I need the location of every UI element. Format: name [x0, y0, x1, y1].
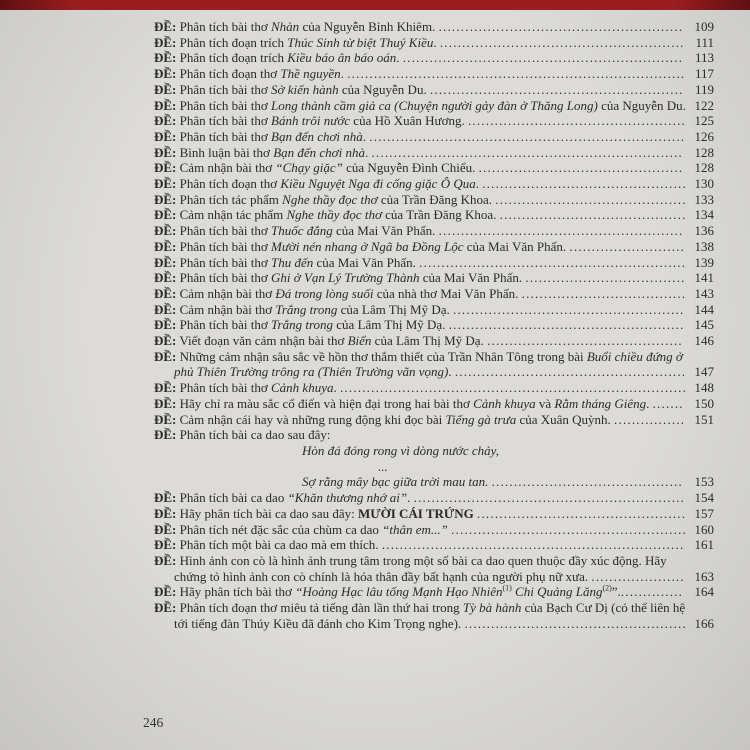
page-number: 111 — [695, 34, 714, 50]
entry-label: ĐỀ: — [154, 427, 177, 443]
page-number: 146 — [694, 333, 714, 349]
entry-text-segment: Rằm tháng Giêng — [554, 395, 647, 411]
entry-text-segment: Sở kiến hành — [271, 81, 339, 97]
toc-entry — [154, 239, 714, 255]
entry-text — [154, 553, 685, 584]
entry-text — [154, 145, 683, 160]
toc-entry — [154, 506, 714, 522]
page-number: 157 — [694, 505, 714, 521]
dot-leader: .................................................... — [454, 364, 687, 380]
toc-entry — [154, 396, 714, 412]
entry-text-segment: của Lâm Thị Mỹ Dạ. — [371, 333, 488, 349]
entry-text-segment: của Xuân Quỳnh. — [516, 411, 615, 427]
entry-text-segment: Cảm nhận bài thơ — [179, 301, 276, 317]
dot-leader: ........................................... — [495, 191, 687, 207]
entry-text-segment: Phân tích đoạn trích — [179, 50, 288, 66]
entry-text-segment: Trắng trong — [275, 301, 338, 317]
entry-text-segment: Ghi ở Vạn Lý Trường Thành — [271, 270, 420, 286]
entry-text-segment: “Hoàng Hạc lâu tống Mạnh Hạo Nhiên — [295, 584, 503, 600]
entry-text — [154, 192, 687, 207]
dot-leader: ..................................... — [521, 285, 687, 301]
page-number: 138 — [694, 238, 714, 254]
dot-leader: .............................................. — [482, 176, 687, 192]
entry-text — [302, 474, 683, 489]
dot-leader: ............................................................................ — [347, 66, 686, 82]
entry-text — [154, 255, 686, 270]
entry-text — [154, 239, 685, 254]
dot-leader: ....................................................... — [438, 223, 684, 239]
entry-label: ĐỀ: — [154, 270, 177, 286]
entry-text-segment: . — [407, 490, 414, 506]
entry-label: ĐỀ: — [154, 600, 177, 616]
entry-text-segment: Phân tích đoạn thơ — [179, 176, 281, 192]
dot-leader: .................................... — [525, 270, 686, 286]
toc-list — [154, 19, 714, 631]
page-number: 144 — [694, 301, 714, 317]
entry-text-segment: Bình luận bài thơ — [179, 144, 274, 160]
book-page — [154, 19, 714, 631]
page-number: 139 — [694, 254, 714, 270]
entry-text-segment: Đá trong lòng suối — [275, 285, 374, 301]
verse-text: Hòn đá đóng rong vì dòng nước chảy, — [302, 442, 499, 458]
toc-verse-line — [154, 443, 714, 459]
entry-text-segment: Buổi chiều đứng ở phủ Thiên Trường trông ra (Thiên Trường vãn vọng) — [174, 348, 683, 380]
dot-leader: .................................................. — [464, 615, 687, 631]
entry-text-segment: của Trần Đăng Khoa. — [381, 207, 500, 223]
entry-text-segment: MƯỜI CÁI TRỨNG — [357, 505, 474, 521]
entry-label: ĐỀ: — [154, 490, 177, 506]
entry-label: ĐỀ: — [154, 552, 177, 568]
entry-text-segment: Cảm nhận bài thơ — [179, 285, 276, 301]
entry-label: ĐỀ: — [154, 380, 177, 396]
dot-leader: .................................................................... — [381, 537, 685, 553]
page-number-footer: 246 — [143, 715, 164, 730]
page-number: 117 — [694, 66, 714, 82]
dot-leader: .......................................... — [499, 207, 687, 223]
entry-text-segment: của Lâm Thị Mỹ Dạ. — [337, 301, 454, 317]
entry-text-segment: của Lâm Thị Mỹ Dạ. — [333, 317, 449, 333]
entry-text — [154, 129, 685, 144]
dot-leader: .............................................. — [478, 160, 684, 176]
dot-leader: ................................................. — [467, 113, 687, 129]
entry-text — [378, 459, 388, 474]
toc-entry — [154, 380, 714, 396]
entry-label: ĐỀ: — [154, 34, 177, 50]
page-number: 150 — [694, 395, 714, 411]
entry-text-segment: Tiếng gà trưa — [445, 411, 517, 427]
entry-label: ĐỀ: — [154, 128, 177, 144]
toc-entry — [154, 584, 714, 600]
entry-text — [154, 584, 683, 599]
entry-text-segment: . — [448, 364, 455, 380]
entry-text-segment: của Mai Văn Phấn. — [419, 270, 526, 286]
entry-text — [154, 412, 685, 427]
entry-label: ĐỀ: — [154, 113, 177, 129]
page-number: 154 — [694, 490, 714, 506]
entry-label: ĐỀ: — [154, 333, 177, 349]
entry-label: ĐỀ: — [154, 191, 177, 207]
page-number: 143 — [694, 285, 714, 301]
toc-entry — [154, 129, 714, 145]
toc-entry — [154, 349, 714, 380]
entry-text — [154, 333, 683, 348]
toc-entry — [154, 333, 714, 349]
dot-leader: ............................................................. — [413, 490, 686, 506]
dot-leader: ............................................................ — [419, 254, 687, 270]
entry-text-segment: Phân tích bài thơ — [179, 223, 272, 239]
entry-label: ĐỀ: — [154, 317, 177, 333]
page-number: 164 — [694, 584, 714, 600]
entry-text-segment: . — [362, 128, 370, 144]
entry-text-segment: Phân tích bài thơ — [179, 97, 272, 113]
entry-text-segment: Viết đoạn văn cảm nhận bài thơ — [179, 333, 348, 349]
entry-label: ĐỀ: — [154, 19, 177, 34]
entry-label: ĐỀ: — [154, 537, 177, 553]
entry-text-segment: của Nguyễn Du. — [597, 97, 686, 113]
toc-entry — [154, 66, 714, 82]
entry-text — [154, 270, 686, 285]
entry-text — [154, 396, 684, 411]
dot-leader: .................................................... — [453, 301, 685, 317]
entry-text — [154, 349, 686, 380]
entry-text-segment: của Nguyễn Đình Chiểu. — [342, 160, 479, 176]
entry-text — [154, 35, 685, 50]
entry-text-segment: . — [333, 380, 340, 396]
dot-leader: ....................................................... — [438, 19, 684, 34]
entry-text-segment: (2) — [602, 583, 612, 593]
entry-text — [154, 82, 684, 97]
toc-entry — [154, 207, 714, 223]
entry-text-segment: . — [646, 395, 653, 411]
entry-label: ĐỀ: — [154, 50, 177, 66]
toc-entry — [154, 270, 714, 286]
entry-label: ĐỀ: — [154, 254, 177, 270]
entry-text-segment: Phân tích bài thơ — [179, 270, 272, 286]
page-number: 128 — [694, 144, 714, 160]
entry-text-segment: Phân tích bài thơ — [179, 380, 272, 396]
entry-text — [154, 427, 331, 442]
entry-text-segment: Bạn đến chơi nhà — [271, 128, 363, 144]
dot-leader: .............. — [620, 584, 684, 600]
entry-text-segment: Phân tích bài thơ — [179, 19, 272, 34]
entry-text — [154, 19, 683, 34]
entry-text — [154, 50, 683, 65]
entry-text-segment: Bánh trôi nước — [271, 113, 351, 129]
page-number: 122 — [694, 97, 714, 113]
entry-text-segment: Phân tích bài ca dao — [179, 490, 288, 506]
entry-text-segment: . — [396, 50, 403, 66]
dot-leader: ................ — [614, 411, 686, 427]
page-number: 130 — [694, 176, 714, 192]
entry-label: ĐỀ: — [154, 66, 177, 82]
entry-text-segment: . — [433, 34, 440, 50]
toc-entry — [154, 19, 714, 35]
entry-text-segment: Phân tích một bài ca dao mà em thích. — [179, 537, 382, 553]
entry-text-segment: Phân tích bài thơ — [179, 81, 272, 97]
entry-text-segment: Kiều báo ân báo oán — [287, 50, 397, 66]
entry-label: ĐỀ: — [154, 411, 177, 427]
entry-text-segment: “Chạy giặc” — [275, 160, 343, 176]
toc-verse-line — [154, 459, 714, 475]
entry-text-segment: Cảm nhận tác phẩm — [179, 207, 287, 223]
entry-text-segment: của Nguyễn Du. — [338, 81, 430, 97]
entry-text-segment: và — [535, 395, 555, 411]
entry-text-segment: Phân tích nét đặc sắc của chùm ca dao — [179, 521, 383, 537]
entry-text — [154, 66, 685, 81]
entry-text — [154, 600, 687, 631]
page-number: 128 — [694, 160, 714, 176]
entry-text-segment: Trắng trong — [271, 317, 334, 333]
dot-leader: ..................... — [591, 568, 685, 584]
entry-text-segment: Thuốc đắng — [271, 223, 333, 239]
page-number: 141 — [694, 270, 714, 286]
entry-text — [154, 176, 687, 191]
page-number: 126 — [694, 128, 714, 144]
entry-text-segment: Tỳ bà hành — [462, 600, 522, 616]
entry-text-segment: của nhà thơ Mai Văn Phấn. — [373, 285, 522, 301]
toc-entry — [154, 427, 714, 443]
entry-text-segment: Cảnh khuya — [271, 380, 334, 396]
entry-label: ĐỀ: — [154, 348, 177, 364]
entry-label: ĐỀ: — [154, 301, 177, 317]
entry-text — [154, 506, 686, 521]
page-number: 145 — [694, 317, 714, 333]
entry-text-segment: của Mai Văn Phấn. — [313, 254, 420, 270]
page-number: 119 — [694, 81, 714, 97]
page-number: 148 — [694, 380, 714, 396]
entry-text-segment: Phân tích bài thơ — [179, 128, 272, 144]
entry-label: ĐỀ: — [154, 160, 177, 176]
entry-text-segment: Hãy phân tích bài thơ — [179, 584, 296, 600]
toc-entry — [154, 490, 714, 506]
entry-text-segment: của Trần Đăng Khoa. — [377, 191, 496, 207]
entry-text-segment: Phân tích bài thơ — [179, 254, 272, 270]
entry-text-segment: Phân tích bài thơ — [179, 238, 272, 254]
entry-text — [154, 490, 685, 505]
entry-text-segment: Chi Quảng Lăng — [511, 584, 603, 600]
dot-leader: ......................................................... — [429, 81, 684, 97]
entry-text-segment: của Mai Văn Phấn. — [463, 238, 570, 254]
book-cover-edge — [0, 0, 750, 10]
toc-entry — [154, 537, 714, 553]
entry-text-segment: của Mai Văn Phấn. — [332, 223, 439, 239]
page-number: 147 — [694, 364, 714, 380]
dot-leader: .............................................................................. — [339, 380, 688, 396]
entry-label: ĐỀ: — [154, 584, 177, 600]
entry-text-segment: Hãy chỉ ra màu sắc cổ điển và hiện đại trong hai bài thơ — [179, 395, 474, 411]
entry-text-segment: . — [364, 144, 372, 160]
page-number: 133 — [694, 191, 714, 207]
toc-entry — [154, 82, 714, 98]
entry-label: ĐỀ: — [154, 207, 177, 223]
entry-text-segment: Kiều Nguyệt Nga đi cống giặc Ô Qua — [280, 176, 476, 192]
entry-label: ĐỀ: — [154, 238, 177, 254]
page-number: 109 — [694, 19, 714, 34]
entry-text — [154, 380, 687, 395]
page-number: 166 — [694, 615, 714, 631]
page-number: 163 — [694, 568, 714, 584]
entry-text-segment: Hình ảnh con cò là hình ảnh trung tâm trong một số bài ca dao quen thuộc đầy xúc động. Hãy chứng tỏ hình ảnh con cò chính là hóa thân đầy bất hạnh của người phụ nữ xưa. — [174, 552, 667, 584]
entry-label: ĐỀ: — [154, 285, 177, 301]
entry-text-segment: Biển — [347, 333, 372, 349]
toc-entry — [154, 600, 714, 631]
toc-entry — [154, 50, 714, 66]
toc-entry — [154, 192, 714, 208]
entry-text-segment: Long thành cầm giả ca (Chuyện người gảy đàn ở Thăng Long) — [271, 97, 598, 113]
dot-leader: ............................................... — [477, 505, 687, 521]
entry-text-segment: ”. — [611, 584, 621, 600]
entry-text-segment: Phân tích đoạn thơ miêu tả tiếng đàn lần thứ hai trong — [179, 600, 463, 616]
entry-label: ĐỀ: — [154, 176, 177, 192]
entry-label: ĐỀ: — [154, 505, 177, 521]
toc-entry — [154, 255, 714, 271]
entry-text-segment: của Bạch Cư Dị (có thể liên hệ tới tiếng đàn Thúy Kiều đã đánh cho Kim Trọng nghe). — [174, 600, 686, 631]
entry-text-segment: Phân tích bài thơ — [179, 317, 272, 333]
entry-label: ĐỀ: — [154, 395, 177, 411]
toc-entry — [154, 145, 714, 161]
entry-text — [154, 160, 683, 175]
entry-text-segment: “thân em...” — [382, 521, 448, 537]
entry-text — [154, 98, 686, 113]
entry-text-segment: Nhàn — [271, 19, 300, 34]
entry-text-segment: Phân tích bài ca dao sau đây: — [179, 427, 331, 443]
toc-entry — [154, 160, 714, 176]
toc-entry — [154, 35, 714, 51]
entry-text-segment: Phân tích đoạn trích — [179, 34, 288, 50]
toc-entry — [154, 113, 714, 129]
entry-text-segment: Phân tích bài thơ — [179, 113, 272, 129]
entry-text — [154, 522, 687, 537]
dot-leader: ...................................................................... — [371, 144, 683, 160]
page-number: 125 — [694, 113, 714, 129]
entry-text-segment: Phân tích đoạn thơ — [179, 66, 281, 82]
verse-text: Sợ rằng mây bạc giữa trời mau tan. — [302, 474, 492, 490]
entry-text-segment: của Nguyễn Bỉnh Khiêm. — [299, 19, 439, 34]
entry-text-segment: . — [475, 176, 483, 192]
entry-text — [154, 317, 685, 332]
toc-entry — [154, 553, 714, 584]
dot-leader: ............................................ — [487, 333, 683, 349]
page-number: 136 — [694, 223, 714, 239]
entry-text-segment: (1) — [502, 583, 512, 593]
entry-text-segment: “Khăn thương nhớ ai” — [287, 490, 408, 506]
dot-leader: ....................................................... — [439, 34, 685, 50]
toc-entry — [154, 223, 714, 239]
dot-leader: ............................................................... — [402, 50, 684, 66]
page-number: 151 — [694, 411, 714, 427]
dot-leader: .......................... — [569, 238, 686, 254]
entry-text-segment: Mười nén nhang ở Ngã ba Đồng Lộc — [271, 238, 464, 254]
dot-leader: ..................................................... — [451, 521, 687, 537]
toc-entry — [154, 412, 714, 428]
entry-text-segment: Cảm nhận cái hay và những rung động khi đọc bài — [179, 411, 446, 427]
toc-entry — [154, 176, 714, 192]
entry-label: ĐỀ: — [154, 521, 177, 537]
entry-text-segment: Phân tích tác phẩm — [179, 191, 283, 207]
entry-text-segment: Những cảm nhận sâu sắc về hồn thơ thắm thiết của Trần Nhân Tông trong bài — [179, 348, 587, 364]
entry-text-segment: Nghe thầy đọc thơ — [282, 191, 378, 207]
entry-text-segment: Cảm nhận bài thơ — [179, 160, 276, 176]
dot-leader: ....... — [652, 395, 684, 411]
entry-text-segment: Thúc Sinh từ biệt Thuý Kiều — [287, 34, 434, 50]
entry-text — [154, 113, 686, 128]
dot-leader: ....................................................................... — [369, 128, 686, 144]
entry-text — [154, 302, 684, 317]
entry-text-segment: Hãy phân tích bài ca dao sau đây: — [179, 505, 358, 521]
entry-label: ĐỀ: — [154, 144, 177, 160]
entry-text-segment: Thề nguyền — [280, 66, 341, 82]
toc-verse-line — [154, 474, 714, 490]
entry-text — [302, 443, 499, 458]
entry-text — [154, 207, 687, 222]
entry-text-segment: Nghe thầy đọc thơ — [286, 207, 382, 223]
entry-text-segment: Thu đến — [271, 254, 314, 270]
entry-text — [154, 537, 684, 552]
entry-text-segment: của Hồ Xuân Hương. — [350, 113, 468, 129]
page-number: 153 — [694, 474, 714, 490]
entry-label: ĐỀ: — [154, 97, 177, 113]
page-number: 134 — [694, 207, 714, 223]
verse-text: ... — [378, 458, 388, 474]
entry-label: ĐỀ: — [154, 81, 177, 97]
toc-entry — [154, 317, 714, 333]
entry-text-segment: . — [340, 66, 348, 82]
toc-entry — [154, 286, 714, 302]
toc-entry — [154, 98, 714, 114]
page-number: 113 — [694, 50, 714, 66]
toc-entry — [154, 522, 714, 538]
entry-text-segment: Cảnh khuya — [473, 395, 536, 411]
entry-label: ĐỀ: — [154, 223, 177, 239]
dot-leader: ........................................... — [491, 474, 683, 490]
dot-leader: ..................................................... — [448, 317, 685, 333]
entry-text — [154, 223, 683, 238]
entry-text — [154, 286, 686, 301]
toc-entry — [154, 302, 714, 318]
page-number: 160 — [694, 521, 714, 537]
page-number: 161 — [694, 537, 714, 553]
entry-text-segment: Bạn đến chơi nhà — [273, 144, 365, 160]
